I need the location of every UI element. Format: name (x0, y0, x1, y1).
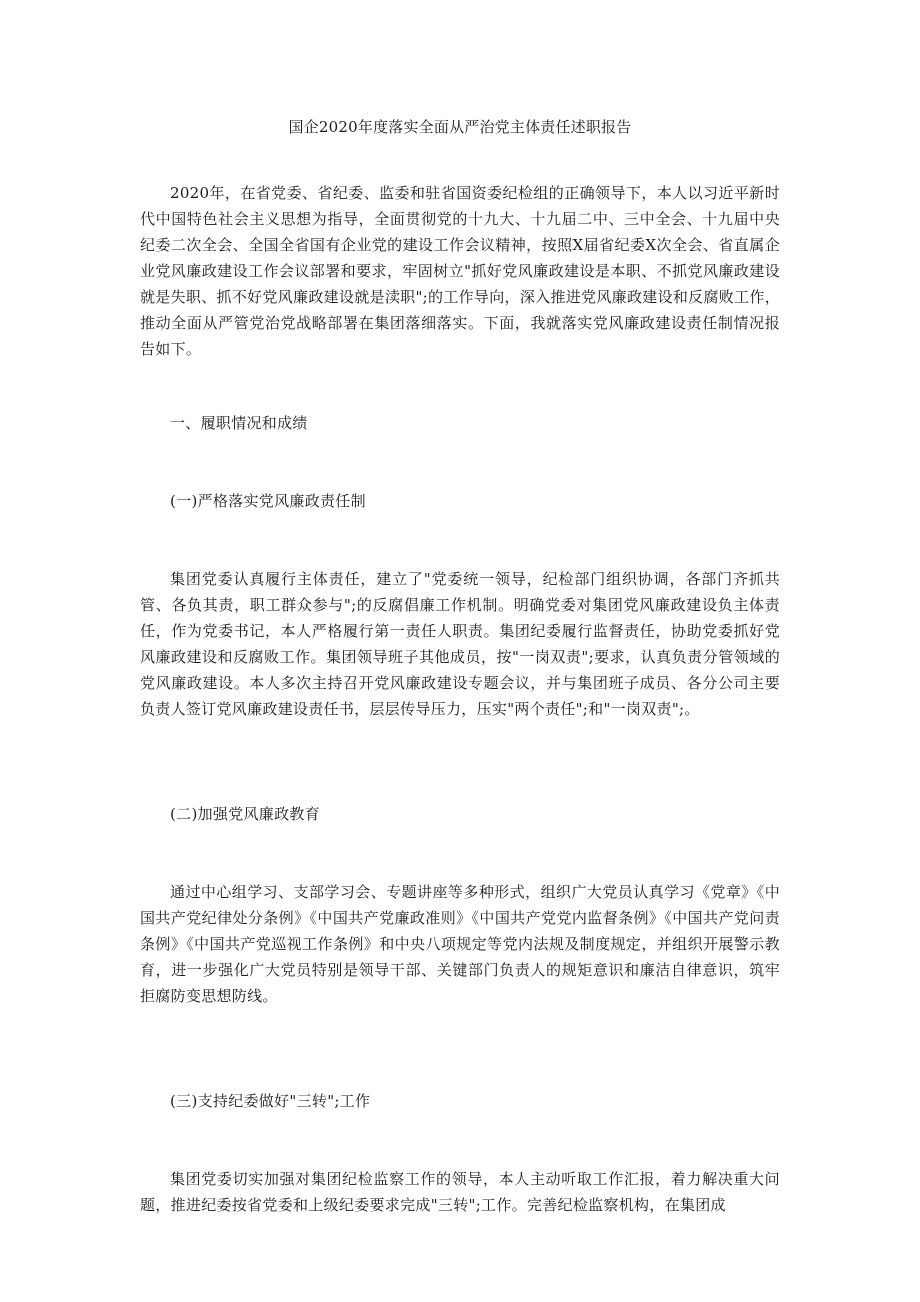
subsection-2-paragraph: 通过中心组学习、支部学习会、专题讲座等多种形式，组织广大党员认真学习《党章》《中国共产党纪律处分条例》《中国共产党廉政准则》《中国共产党党内监督条例》《中国共产党问责条例》《中国共产党巡视工作条例》和中央八项规定等党内法规及制度规定，并组织开展警示教育，进一步强化广大党员特别是领导干部、关键部门负责人的规矩意识和廉洁自律意识，筑牢拒腐防变思想防线。 (140, 883, 780, 1005)
intro-paragraph: 2020年，在省党委、省纪委、监委和驻省国资委纪检组的正确领导下，本人以习近平新时代中国特色社会主义思想为指导，全面贯彻党的十九大、十九届二中、三中全会、十九届中央纪委二次全会、全国全省国有企业党的建设工作会议精神，按照X届省纪委X次全会、省直属企业党风廉政建设工作会议部署和要求，牢固树立"抓好党风廉政建设是本职、不抓党风廉政建设就是失职、抓不好党风廉政建设就是渎职";的工作导向，深入推进党风廉政建设和反腐败工作，推动全面从严管党治党战略部署在集团落细落实。下面，我就落实党风廉政建设责任制情况报告如下。 (140, 184, 780, 358)
subsection-heading-1: (一)严格落实党风廉政责任制 (170, 492, 366, 510)
section-heading-1: 一、履职情况和成绩 (170, 414, 308, 432)
subsection-heading-3: (三)支持纪委做好"三转";工作 (170, 1092, 371, 1110)
document-title: 国企2020年度落实全面从严治党主体责任述职报告 (288, 118, 632, 136)
subsection-3-paragraph: 集团党委切实加强对集团纪检监察工作的领导，本人主动听取工作汇报，着力解决重大问题，推进纪委按省党委和上级纪委要求完成"三转";工作。完善纪检监察机构，在集团成 (140, 1170, 780, 1214)
subsection-heading-2: (二)加强党风廉政教育 (170, 805, 321, 823)
subsection-1-paragraph: 集团党委认真履行主体责任，建立了"党委统一领导，纪检部门组织协调，各部门齐抓共管、各负其责，职工群众参与";的反腐倡廉工作机制。明确党委对集团党风廉政建设负主体责任，作为党委书记，本人严格履行第一责任人职责。集团纪委履行监督责任，协助党委抓好党风廉政建设和反腐败工作。集团领导班子其他成员，按"一岗双责";要求，认真负责分管领域的党风廉政建设。本人多次主持召开党风廉政建设专题会议，并与集团班子成员、各分公司主要负责人签订党风廉政建设责任书，层层传导压力，压实"两个责任";和"一岗双责";。 (140, 570, 780, 718)
